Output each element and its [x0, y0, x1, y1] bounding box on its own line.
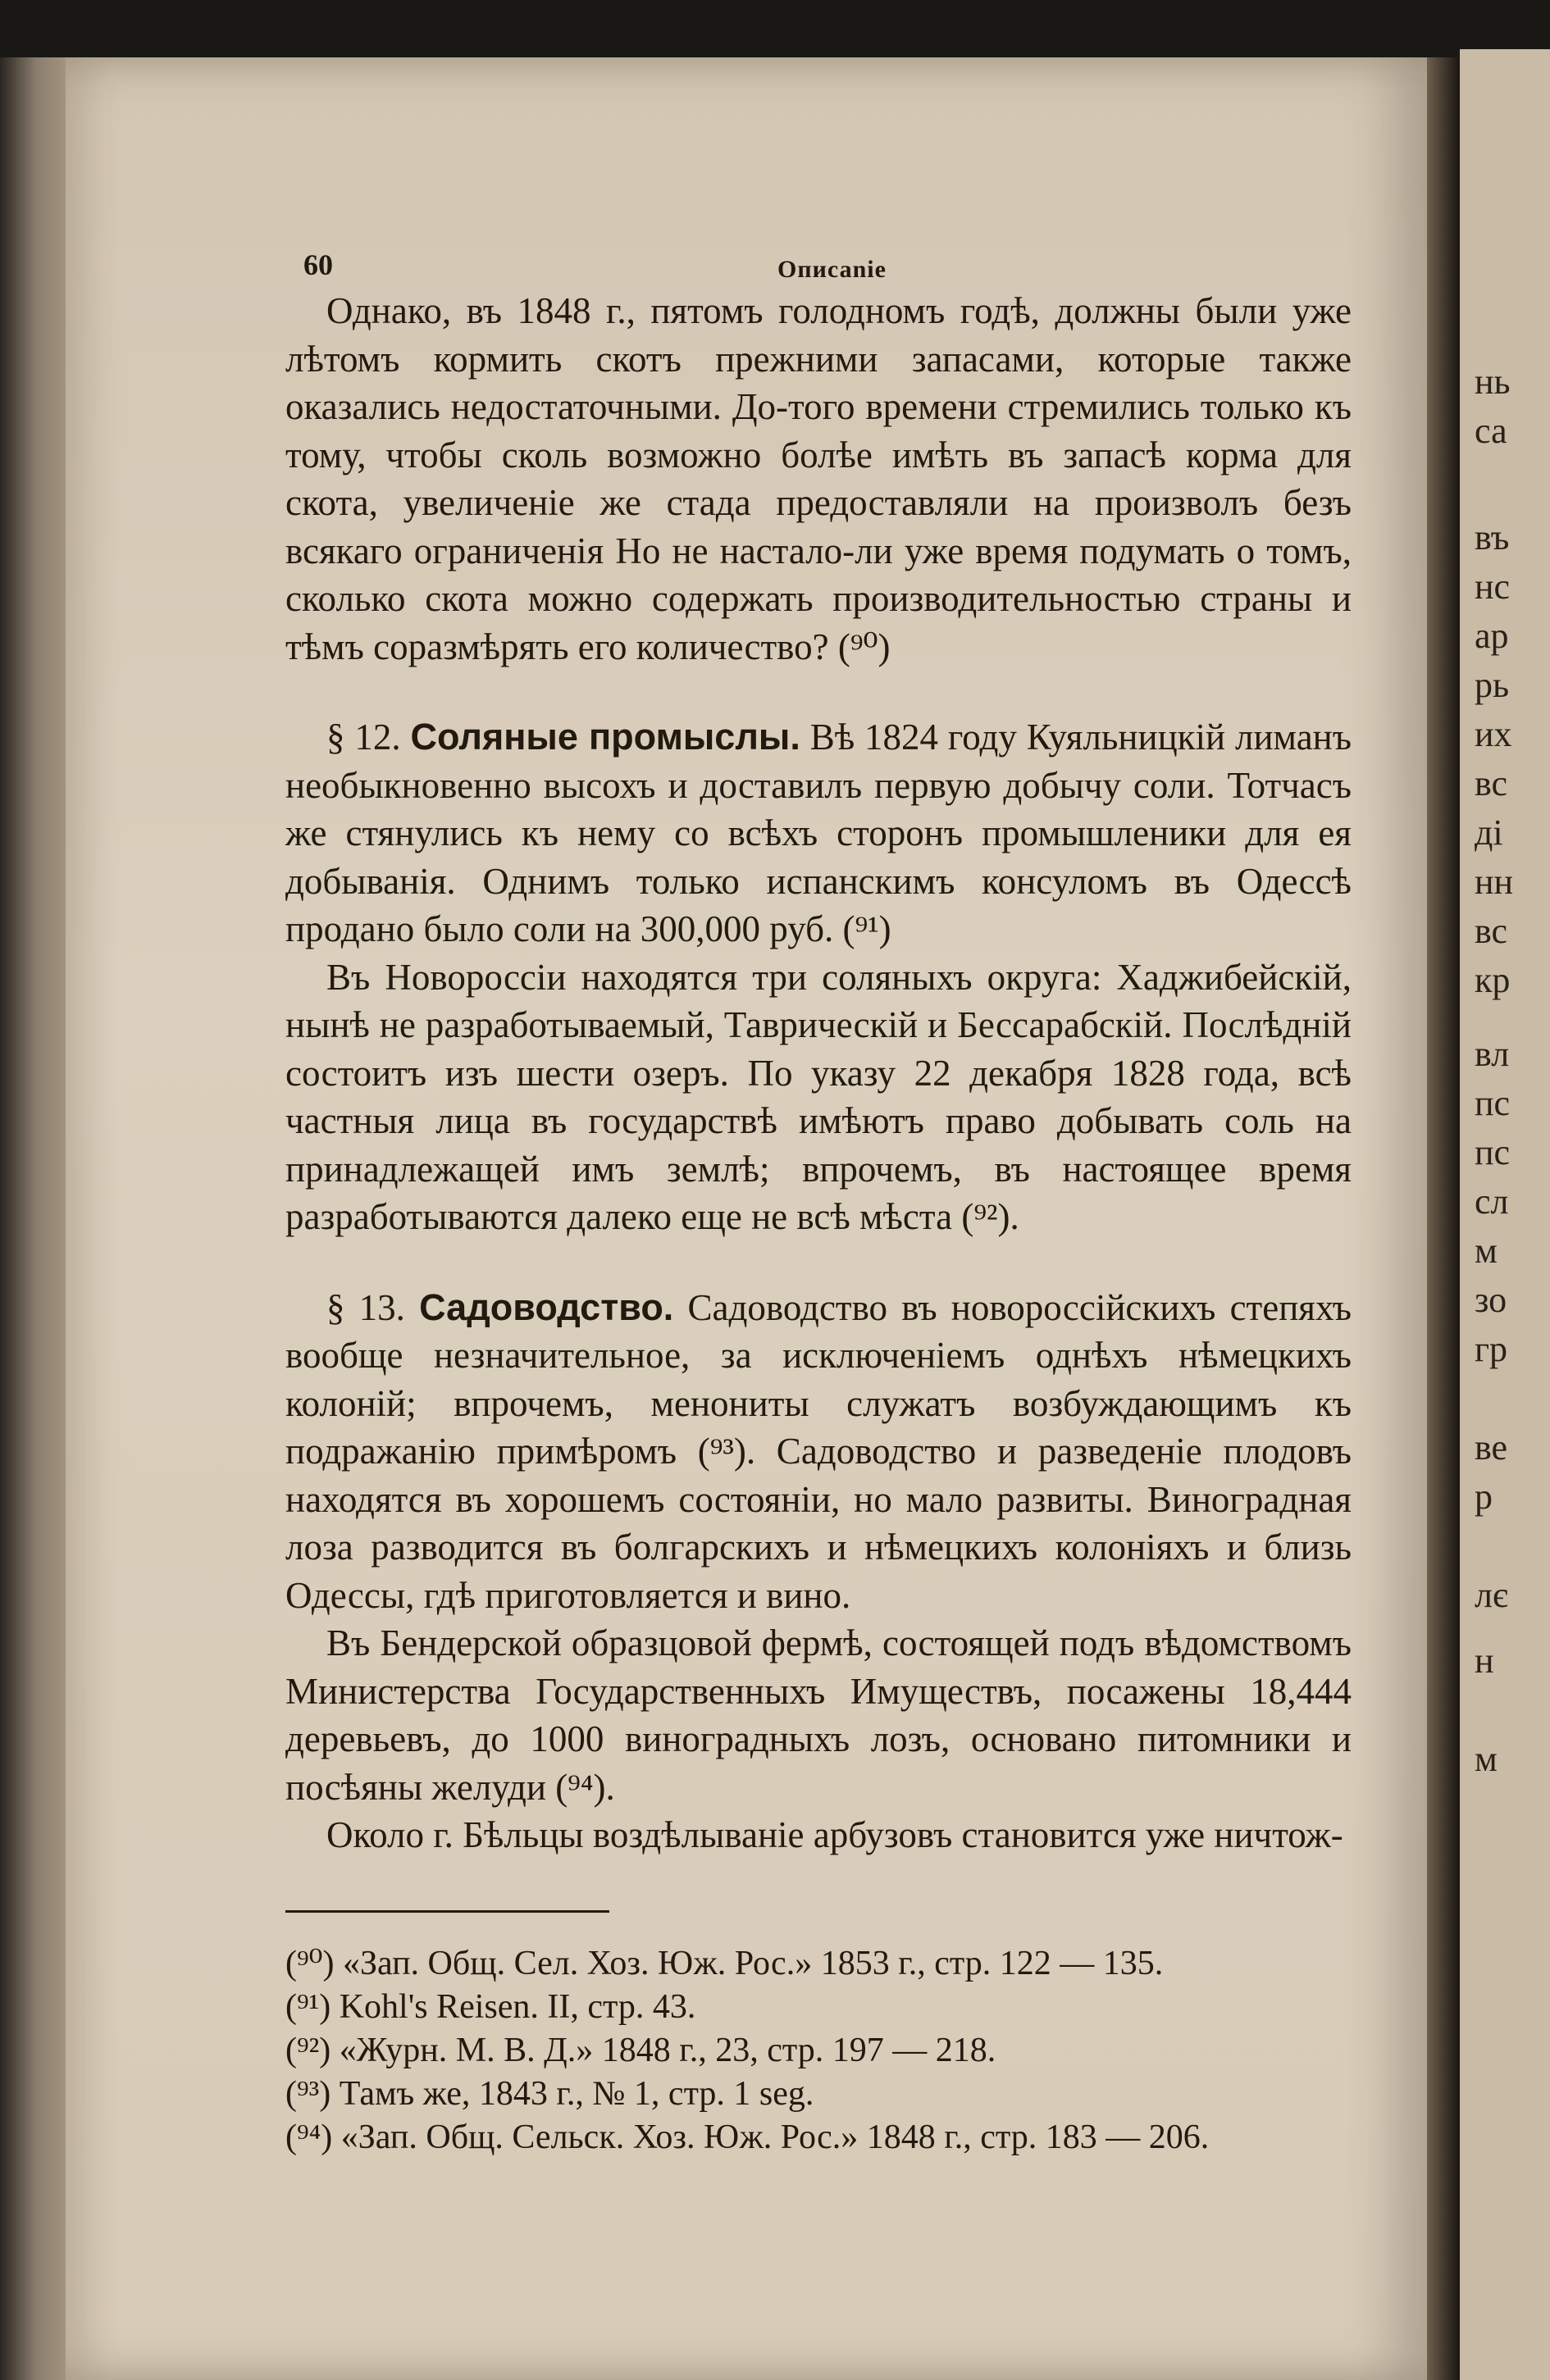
next-page-fragment: пс — [1475, 1132, 1511, 1172]
next-page-edge — [1460, 49, 1550, 2380]
next-page-fragment: въ — [1475, 517, 1510, 557]
book-gutter — [1427, 57, 1460, 2380]
paragraph: Однако, въ 1848 г., пятомъ голодномъ годѣ, должны были уже лѣтомъ кормить скотъ прежними запасами, которые также оказались недостаточными. До-того времени стремились только къ тому, чтобы сколь возможно болѣе имѣть въ запасѣ корма для скота, увеличеніе же стада предоставляли на произволъ безъ всякаго ограниченія Но не настало-ли уже время подумать о томъ, сколько скота можно содержать производительностью страны и тѣмъ соразмѣрять его количество? (⁹⁰) — [285, 290, 1352, 667]
next-page-fragment: са — [1475, 411, 1507, 451]
book-left-edge — [0, 57, 66, 2380]
section-13-number: § 13. — [326, 1286, 405, 1328]
footnote-94: (⁹⁴) «Зап. Общ. Сельск. Хоз. Юж. Рос.» 1848 г., стр. 183 — 206. — [285, 2118, 1210, 2156]
next-page-fragment: зо — [1475, 1280, 1507, 1320]
section-13-paragraph-3: Около г. Бѣльцы воздѣлываніе арбузовъ становится уже ничтож- — [326, 1814, 1343, 1855]
next-page-fragment: нс — [1475, 567, 1511, 607]
footnote-91: (⁹¹) Kohl's Reisen. II, стр. 43. — [285, 1987, 696, 2026]
page-content — [285, 230, 1352, 2159]
next-page-fragment: нн — [1475, 862, 1514, 902]
next-page-fragment: вс — [1475, 763, 1508, 803]
next-page-fragment: м — [1475, 1739, 1498, 1779]
next-page-fragment: м — [1475, 1231, 1498, 1271]
running-head — [285, 230, 1352, 287]
running-title: Описаnie — [777, 256, 887, 283]
section-12-number: § 12. — [326, 717, 401, 758]
section-13-text: Садоводство въ новороссійскихъ степяхъ вообще незначительное, за исключеніемъ однѣхъ нѣмецкихъ колоній; впрочемъ, менониты служатъ возбуждающимъ къ подражанію примѣромъ (⁹³). Садоводство и разведеніе плодовъ находятся въ хорошемъ состояніи, но мало развиты. Виноградная лоза разводится въ болгарскихъ и нѣмецкихъ колоніяхъ и близь Одессы, гдѣ приготовляется и вино. — [285, 1286, 1352, 1616]
footnote-92: (⁹²) «Журн. М. В. Д.» 1848 г., 23, стр. 197 — 218. — [285, 2031, 996, 2069]
next-page-fragment: кр — [1475, 960, 1511, 1000]
next-page-fragment: ве — [1475, 1427, 1508, 1468]
section-13-title: Садоводство. — [419, 1286, 674, 1328]
next-page-fragment: их — [1475, 714, 1512, 754]
next-page-fragment: вс — [1475, 911, 1508, 951]
next-page-fragment: ар — [1475, 616, 1509, 656]
section-12-paragraph-2: Въ Новороссіи находятся три соляныхъ округа: Хаджибейскій, нынѣ не разработываемый, Таврическій и Бессарабскій. Послѣдній состоитъ изъ шести озеръ. По указу 22 декабря 1828 года, всѣ частныя лица въ государствѣ имѣютъ право добывать соль на принадлежащей имъ землѣ; впрочемъ, въ настоящее время разработываются далеко еще не всѣ мѣста (⁹²). — [285, 956, 1352, 1237]
page-number: 60 — [303, 248, 333, 281]
next-page-fragment: рь — [1475, 665, 1510, 705]
section-12-title: Соляные промыслы. — [410, 716, 800, 758]
next-page-fragment: вл — [1475, 1034, 1510, 1074]
footnote-rule — [285, 1910, 609, 1913]
section-12-text: Вѣ 1824 году Куяльницкій лиманъ необыкновенно высохъ и доставилъ первую добычу соли. Тотчасъ же стянулись къ нему со всѣхъ сторонъ промышленики для ея добыванія. Однимъ только испанскимъ консуломъ въ Одессѣ продано было соли на 300,000 руб. (⁹¹) — [285, 717, 1352, 949]
next-page-fragment: гр — [1475, 1329, 1508, 1369]
next-page-fragment: сл — [1475, 1181, 1509, 1222]
next-page-fragment: н — [1475, 1641, 1494, 1681]
section-12-paragraph — [285, 713, 1352, 953]
next-page-fragment: пс — [1475, 1083, 1511, 1123]
section-13-paragraph-2: Въ Бендерской образцовой фермѣ, состоящей подъ вѣдомствомъ Министерства Государственныхъ Имуществъ, посажены 18,444 деревьевъ, до 1000 виноградныхъ лозъ, основано питомники и посѣяны желуди (⁹⁴). — [285, 1622, 1352, 1808]
section-13-paragraph — [285, 1284, 1352, 1620]
footnote-90: (⁹⁰) «Зап. Общ. Сел. Хоз. Юж. Рос.» 1853 г., стр. 122 — 135. — [285, 1944, 1164, 1982]
next-page-fragment: ді — [1475, 812, 1503, 853]
next-page-fragment: лє — [1475, 1575, 1508, 1615]
footnote-93: (⁹³) Тамъ же, 1843 г., № 1, стр. 1 seg. — [285, 2074, 814, 2113]
next-page-fragment: нь — [1475, 362, 1511, 402]
next-page-fragment: р — [1475, 1477, 1493, 1517]
